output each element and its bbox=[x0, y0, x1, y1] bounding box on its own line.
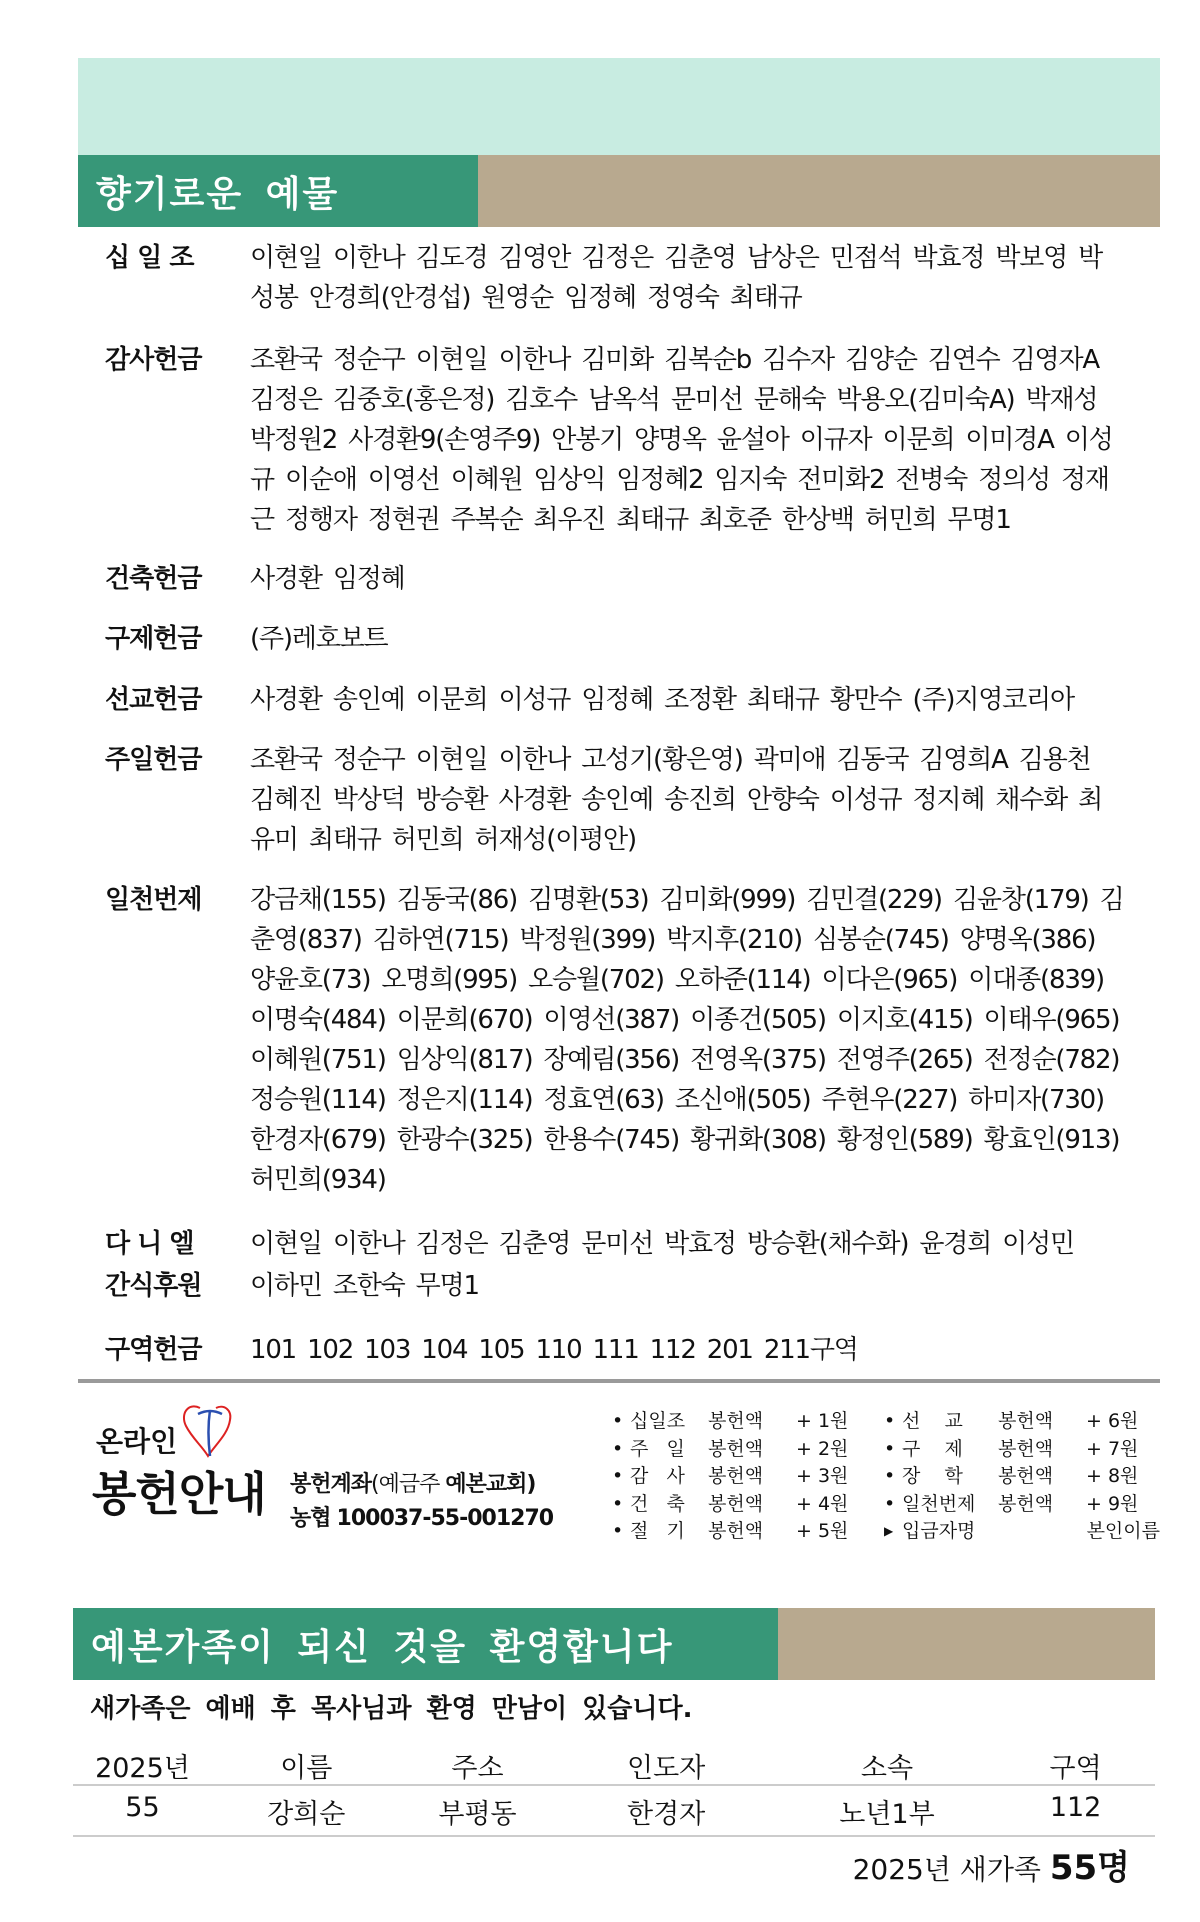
offering-code-item bbox=[884, 1436, 1160, 1464]
code-kind: 십일조 bbox=[630, 1410, 686, 1432]
code-amount: 봉헌액 bbox=[708, 1437, 764, 1460]
offering-code-item bbox=[612, 1518, 872, 1546]
offering-type-label: 간식후원 bbox=[105, 1271, 202, 1301]
offering-row bbox=[105, 619, 1125, 659]
offering-type-label: 구역헌금 bbox=[105, 1335, 202, 1365]
offering-code-item bbox=[612, 1491, 872, 1519]
offering-row bbox=[105, 880, 1125, 1200]
section-title: 예본가족이 되신 것을 환영합니다 bbox=[73, 1608, 778, 1680]
offering-row bbox=[105, 340, 1125, 540]
code-amount: 봉헌액 bbox=[998, 1465, 1054, 1487]
code-plus: + 7원 bbox=[1086, 1437, 1139, 1460]
account-info bbox=[290, 1468, 553, 1536]
col-name: 이름 bbox=[280, 1753, 333, 1784]
online-label: 온라인 bbox=[96, 1425, 178, 1458]
cell-no: 55 bbox=[125, 1792, 160, 1823]
offering-codes-right bbox=[884, 1408, 1160, 1546]
code-amount: 봉헌액 bbox=[708, 1410, 764, 1432]
code-plus: + 2원 bbox=[796, 1437, 849, 1460]
col-guide: 인도자 bbox=[626, 1753, 706, 1784]
code-plus: + 1원 bbox=[796, 1410, 849, 1432]
total-label: 2025년 새가족 bbox=[852, 1853, 1041, 1886]
donor-names: 강금채(155) 김동국(86) 김명환(53) 김미화(999) 김민결(229) 김윤창(179) 김춘영(837) 김하연(715) 박정원(399) 박지후(210) 심봉순(745) 양명옥(386) 양윤호(73) 오명희(995) 오승월(702) 오하준(114) 이다은(965) 이대종(839) 이명숙(484) 이문희(670) 이영선(387) 이종건(505) 이지호(415) 이태우(965) 이혜원(751) 임상익(817) 장예림(356) 전영옥(375) 전영주(265) 전정순(782) 정승원(114) 정은지(114) 정효연(63) 조신애(505) 주현우(227) 하미자(730) 한경자(679) 한광수(325) 한용수(745) 황귀화(308) 황정인(589) 황효인(913) 허민희(934) bbox=[250, 885, 1124, 1195]
donor-names: 이현일 이한나 김정은 김춘영 문미선 박효정 방승환(채수화) 윤경희 이성민 bbox=[250, 1229, 1074, 1259]
header-band bbox=[778, 1608, 1155, 1680]
offering-guide bbox=[78, 1400, 1160, 1550]
table-header bbox=[73, 1746, 1155, 1785]
offering-row bbox=[105, 740, 1125, 860]
donor-names: 조환국 정순구 이현일 이한나 고성기(황은영) 곽미애 김동국 김영희A 김용천 김혜진 박상덕 방승환 사경환 송인예 송진희 안향숙 이성규 정지혜 채수화 최유미 최태규 허민희 허재성(이평안) bbox=[250, 745, 1103, 855]
cell-name: 강희순 bbox=[267, 1799, 346, 1830]
code-kind: 선 교 bbox=[902, 1410, 963, 1432]
bank-name: 농협 bbox=[290, 1506, 331, 1531]
cell-group: 노년1부 bbox=[839, 1799, 935, 1830]
code-amount: 봉헌액 bbox=[708, 1465, 764, 1487]
offering-row bbox=[105, 1330, 1125, 1370]
cell-district: 112 bbox=[1049, 1792, 1102, 1823]
code-kind: 감 사 bbox=[630, 1465, 685, 1487]
depositor-value: 본인이름 bbox=[1086, 1520, 1160, 1542]
bullet-icon: • bbox=[884, 1437, 896, 1460]
top-banner bbox=[78, 58, 1160, 155]
code-kind: 주 일 bbox=[630, 1437, 685, 1460]
header-band bbox=[478, 155, 1160, 227]
code-plus: + 8원 bbox=[1086, 1465, 1139, 1487]
section-header-welcome bbox=[73, 1608, 1155, 1680]
donor-names: 사경환 임정혜 bbox=[250, 564, 405, 594]
offering-type-label: 건축헌금 bbox=[105, 564, 202, 594]
offering-type-label: 구제헌금 bbox=[105, 624, 202, 654]
donor-names: (주)레호보트 bbox=[250, 624, 388, 654]
divider bbox=[73, 1835, 1155, 1837]
divider bbox=[73, 1784, 1155, 1786]
table-row bbox=[73, 1792, 1155, 1831]
code-kind: 일천번제 bbox=[902, 1492, 976, 1515]
triangle-bullet-icon: ▶ bbox=[884, 1524, 894, 1538]
offering-type-label: 십 일 조 bbox=[105, 243, 194, 273]
depositor-label: 입금자명 bbox=[902, 1520, 976, 1542]
donor-names: 사경환 송인예 이문희 이성규 임정혜 조정환 최태규 황만수 (주)지영코리아 bbox=[250, 685, 1074, 715]
section-header-offerings bbox=[78, 155, 1160, 227]
bullet-icon: • bbox=[884, 1465, 896, 1487]
offering-type-label: 일천번제 bbox=[105, 885, 202, 915]
offering-type-label: 다 니 엘 bbox=[105, 1229, 194, 1259]
col-year: 2025년 bbox=[95, 1753, 190, 1784]
new-family-total bbox=[853, 1840, 1130, 1889]
offering-type-label: 감사헌금 bbox=[105, 345, 202, 375]
account-holder: (예금주 bbox=[371, 1472, 446, 1497]
offering-code-item bbox=[884, 1408, 1160, 1436]
code-plus: + 9원 bbox=[1086, 1492, 1139, 1515]
depositor-item bbox=[884, 1518, 1160, 1546]
code-amount: 봉헌액 bbox=[998, 1437, 1054, 1460]
offering-row bbox=[105, 1224, 1125, 1264]
offering-type-label: 주일헌금 bbox=[105, 745, 202, 775]
col-address: 주소 bbox=[451, 1753, 504, 1784]
donor-names: 이현일 이한나 김도경 김영안 김정은 김춘영 남상은 민점석 박효정 박보영 박성봉 안경희(안경섭) 원영순 임정혜 정영숙 최태규 bbox=[250, 243, 1103, 313]
code-kind: 절 기 bbox=[630, 1520, 685, 1542]
code-amount: 봉헌액 bbox=[708, 1492, 764, 1515]
donor-names: 조환국 정순구 이현일 이한나 김미화 김복순b 김수자 김양순 김연수 김영자A 김정은 김중호(홍은정) 김호수 남옥석 문미선 문해숙 박용오(김미숙A) 박재성 박정원2 사경환9(손영주9) 안봉기 양명옥 윤설아 이규자 이문희 이미경A 이성규 이순애 이영선 이혜원 임상익 임정혜2 임지숙 전미화2 전병숙 정의성 정재근 정행자 정현권 주복순 최우진 최태규 최호준 한상백 허민희 무명1 bbox=[250, 345, 1113, 535]
code-kind: 장 학 bbox=[902, 1465, 963, 1487]
offering-code-item bbox=[612, 1463, 872, 1491]
col-group: 소속 bbox=[860, 1753, 914, 1784]
bullet-icon: • bbox=[612, 1520, 624, 1542]
cell-address: 부평동 bbox=[438, 1799, 517, 1830]
offering-row bbox=[105, 238, 1125, 318]
account-number: 100037-55-001270 bbox=[336, 1506, 554, 1531]
code-kind: 구 제 bbox=[902, 1437, 963, 1460]
code-plus: + 6원 bbox=[1086, 1410, 1139, 1432]
offering-type-label: 선교헌금 bbox=[105, 685, 202, 715]
offering-code-item bbox=[884, 1491, 1160, 1519]
code-plus: + 3원 bbox=[796, 1465, 849, 1487]
bullet-icon: • bbox=[612, 1437, 624, 1460]
code-amount: 봉헌액 bbox=[708, 1520, 764, 1542]
bullet-icon: • bbox=[884, 1410, 896, 1432]
bullet-icon: • bbox=[612, 1410, 624, 1432]
offering-title: 봉헌안내 bbox=[92, 1467, 266, 1521]
offering-row bbox=[105, 680, 1125, 720]
code-plus: + 5원 bbox=[796, 1520, 849, 1542]
total-count: 55명 bbox=[1049, 1848, 1130, 1888]
divider bbox=[78, 1379, 1160, 1383]
offering-code-item bbox=[612, 1408, 872, 1436]
heart-cross-logo-icon bbox=[178, 1400, 238, 1460]
code-plus: + 4원 bbox=[796, 1492, 849, 1515]
col-district: 구역 bbox=[1049, 1753, 1102, 1784]
account-label: 봉헌계좌 bbox=[290, 1472, 372, 1497]
code-kind: 건 축 bbox=[630, 1492, 685, 1515]
donor-names: 이하민 조한숙 무명1 bbox=[250, 1271, 479, 1301]
church-name: 예본교회) bbox=[445, 1472, 536, 1497]
bullet-icon: • bbox=[612, 1492, 624, 1515]
offering-row bbox=[105, 1266, 1125, 1306]
offering-row bbox=[105, 559, 1125, 599]
section-title: 향기로운 예물 bbox=[78, 155, 478, 227]
bullet-icon: • bbox=[884, 1492, 896, 1515]
bullet-icon: • bbox=[612, 1465, 624, 1487]
offering-code-item bbox=[884, 1463, 1160, 1491]
offering-codes-left bbox=[612, 1408, 872, 1546]
code-amount: 봉헌액 bbox=[998, 1492, 1054, 1515]
cell-guide: 한경자 bbox=[626, 1799, 706, 1830]
offering-code-item bbox=[612, 1436, 872, 1464]
donor-names: 101 102 103 104 105 110 111 112 201 211구역 bbox=[250, 1335, 858, 1365]
code-amount: 봉헌액 bbox=[998, 1410, 1054, 1432]
welcome-subtitle: 새가족은 예배 후 목사님과 환영 만남이 있습니다. bbox=[90, 1694, 693, 1724]
